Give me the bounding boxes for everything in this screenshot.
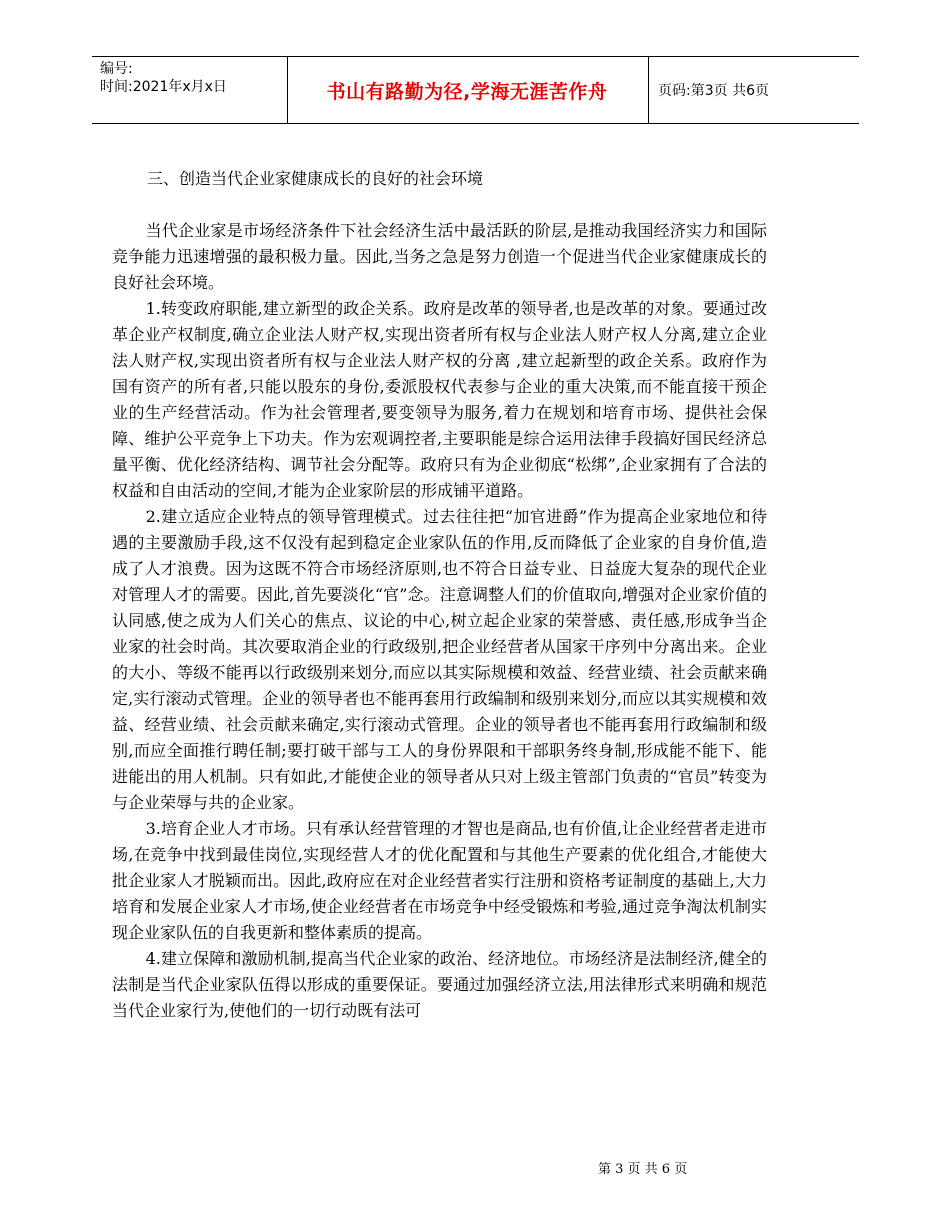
header-page-info: 页码:第3页 共6页 — [658, 83, 769, 99]
header-number-label: 编号: — [100, 61, 133, 77]
document-body — [112, 165, 767, 1024]
paragraph-4: 4.建立保障和激励机制,提高当代企业家的政治、经济地位。市场经济是法制经济,健全的法制是当代企业家队伍得以形成的重要保证。要通过加强经济立法,用法律形式来明确和规范当代企业家行为,使他们的一切行动既有法可 — [112, 949, 767, 1020]
paragraph-intro: 当代企业家是市场经济条件下社会经济生活中最活跃的阶层,是推动我国经济实力和国际竞争能力迅速增强的最积极力量。因此,当务之急是努力创造一个促进当代企业家健康成长的良好社会环境。 — [112, 221, 767, 292]
page-header — [92, 56, 859, 124]
header-divider — [648, 57, 649, 123]
page-footer: 第 3 页 共 6 页 — [598, 1162, 688, 1177]
paragraph-1: 1.转变政府职能,建立新型的政企关系。政府是改革的领导者,也是改革的对象。要通过改革企业产权制度,确立企业法人财产权,实现出资者所有权与企业法人财产权人分离,建立企业法人财产权,实现出资者所有权与企业法人财产权的分离 ,建立起新型的政企关系。政府作为国有资产的所有者,只能以股东的身份,委派股权代表参与企业的重大决策,而不能直接干预企业的生产经营活动。作为社会管理者,要变领导为服务,着力在规划和培育市场、提供社会保障、维护公平竞争上下功夫。作为宏观调控者,主要职能是综合运用法律手段搞好国民经济总量平衡、优化经济结构、调节社会分配等。政府只有为企业彻底“松绑”,企业家拥有了合法的权益和自由活动的空间,才能为企业家阶层的形成铺平道路。 — [112, 299, 767, 500]
header-motto: 书山有路勤为径,学海无涯苦作舟 — [326, 80, 608, 103]
paragraph-2: 2.建立适应企业特点的领导管理模式。过去往往把“加官进爵”作为提高企业家地位和待遇的主要激励手段,这不仅没有起到稳定企业家队伍的作用,反而降低了企业家的自身价值,造成了人才浪费。因为这既不符合市场经济原则,也不符合日益专业、日益庞大复杂的现代企业对管理人才的需要。因此,首先要淡化“官”念。注意调整人们的价值取向,增强对企业家价值的认同感,使之成为人们关心的焦点、议论的中心,树立起企业家的荣誉感、责任感,形成争当企业家的社会时尚。其次要取消企业的行政级别,把企业经营者从国家干序列中分离出来。企业的大小、等级不能再以行政级别来划分,而应以其实际规模和效益、经营业绩、社会贡献来确定,实行滚动式管理。企业的领导者也不能再套用行政编制和级别来划分,而应以其实规模和效益、经营业绩、社会贡献来确定,实行滚动式管理。企业的领导者也不能再套用行政编制和级别,而应全面推行聘任制;要打破干部与工人的身份界限和干部职务终身制,形成能不能下、能进能出的用人机制。只有如此,才能使企业的领导者从只对上级主管部门负责的“官员”转变为与企业荣辱与共的企业家。 — [112, 507, 767, 812]
header-meta — [100, 60, 227, 96]
section-title: 三、创造当代企业家健康成长的良好的社会环境 — [147, 169, 484, 188]
paragraph-3: 3.培育企业人才市场。只有承认经营管理的才智也是商品,也有价值,让企业经营者走进市场,在竞争中找到最佳岗位,实现经营人才的优化配置和与其他生产要素的优化组合,才能使大批企业家人才脱颖而出。因此,政府应在对企业经营者实行注册和资格考证制度的基础上,大力培育和发展企业家人才市场,使企业经营者在市场竞争中经受锻炼和考验,通过竞争淘汰机制实现企业家队伍的自我更新和整体素质的提高。 — [112, 819, 767, 942]
header-time-label: 时间:2021年x月x日 — [100, 79, 227, 95]
